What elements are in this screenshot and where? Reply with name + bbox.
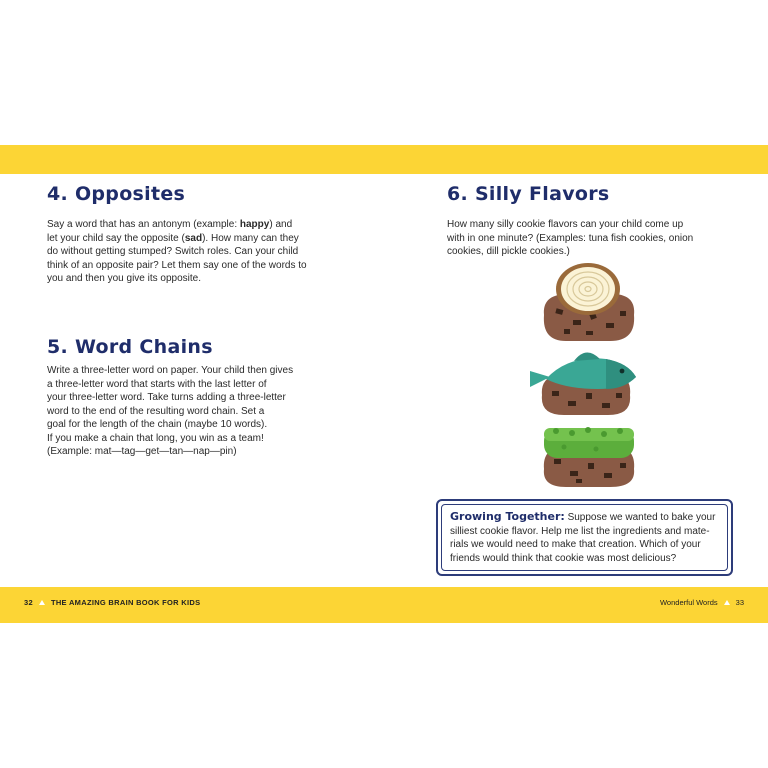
book-spread — [0, 145, 768, 623]
triangle-icon — [39, 600, 45, 605]
section-4-title: 4. Opposites — [47, 183, 186, 205]
right-page-number: 33 — [735, 598, 744, 607]
triangle-icon — [724, 600, 730, 605]
left-footer — [24, 598, 200, 607]
growing-together-callout: Growing Together: Suppose we wanted to bake your silliest cookie flavor. Help me list the ingredients and mate- rials we would need to make that creation. Which of your friends would think that cookie was most delicious? — [436, 499, 733, 576]
section-5-title: 5. Word Chains — [47, 336, 213, 358]
silly-cookies-illustration — [528, 263, 648, 488]
left-page-number: 32 — [24, 598, 33, 607]
top-yellow-band — [0, 145, 768, 174]
section-6-title: 6. Silly Flavors — [447, 183, 610, 205]
pickle-cookie-icon — [544, 427, 634, 487]
right-footer — [660, 598, 744, 607]
fish-cookie-icon — [530, 352, 636, 415]
section-5-body: Write a three-letter word on paper. Your child then gives a three-letter word that starts with the last letter of your three-letter word. Take turns adding a three-letter word to the end of the resulting word chain. Set a goal for the length of the chain (maybe 10 words). If you make a chain that long, you win as a team! (Example: mat—tag—get—tan—nap—pin) — [47, 365, 294, 457]
onion-cookie-icon — [544, 263, 634, 341]
chapter-title: Wonderful Words — [659, 598, 718, 607]
callout-title: Growing Together: — [450, 510, 565, 523]
book-title: THE AMAZING BRAIN BOOK FOR KIDS — [50, 598, 201, 607]
section-6-body: How many silly cookie flavors can your child come up with in one minute? (Examples: tuna fish cookies, onion cookies, dill pickle cookies.) — [447, 219, 694, 257]
section-4-body: Say a word that has an antonym (example: happy) and let your child say the opposite (sad). How many can they do without getting stumped? Switch roles. Can your child think of an opposite pair? Let them say one of the words to you and then you give its opposite. — [47, 219, 307, 284]
